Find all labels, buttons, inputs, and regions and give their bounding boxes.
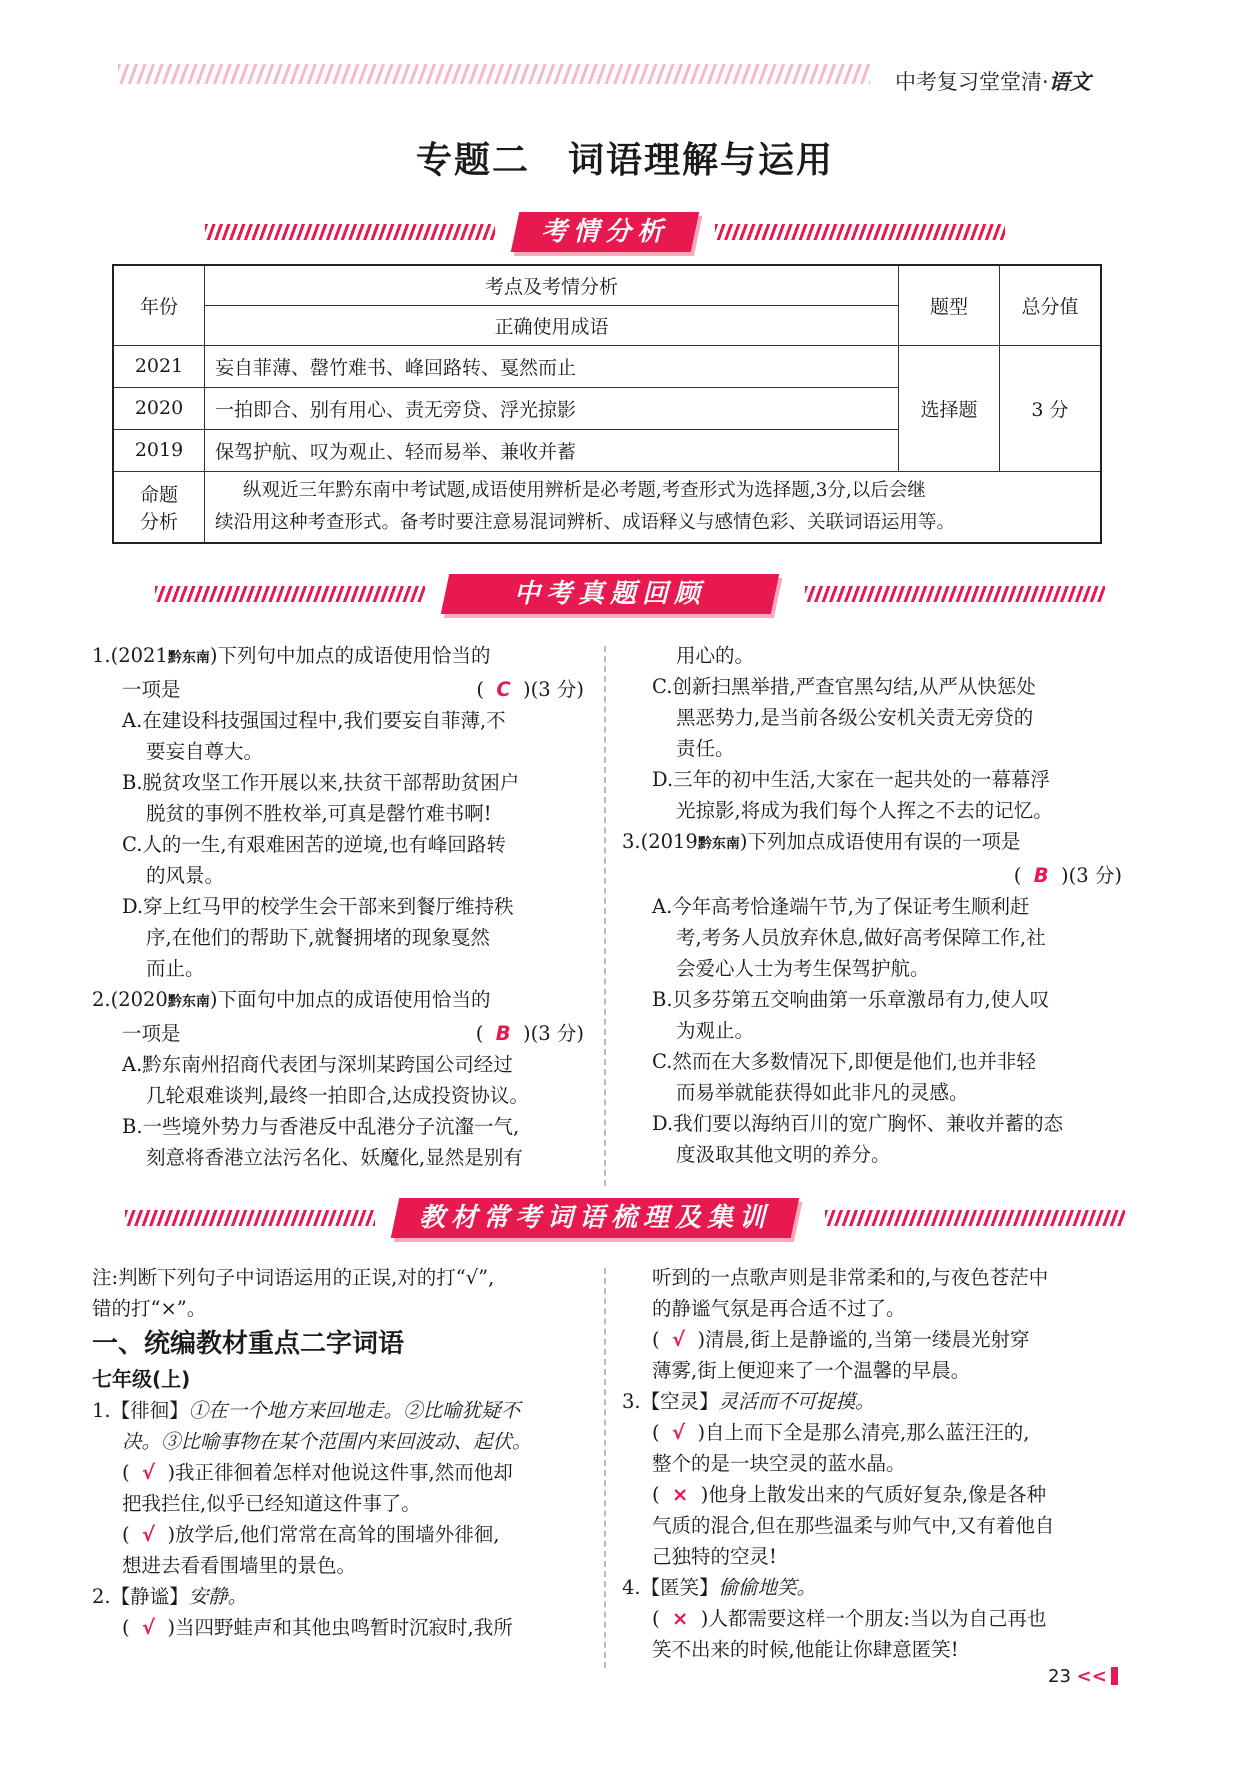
answer-mark: √ [142,1616,156,1639]
column-divider [604,1268,606,1668]
answer: B [495,1022,511,1045]
analysis-table [112,264,1102,544]
banner-practice: 教材常考词语梳理及集训 [205,1198,1005,1238]
col-score: 总分值 [1000,265,1102,345]
option: D.我们要以海纳百川的宽广胸怀、兼收并蓄的态 [652,1112,1064,1135]
practice-left-column: 注:判断下列句子中词语运用的正误,对的打“√”, 错的打“×”。 一、统编教材重点二字词语 七年级(上) 1.【徘徊】①在一个地方来回地走。②比喻犹疑不 决。③比喻事物在某个范围内来回波动、起伏。 ( √ )我正徘徊着怎样对他说这件事,然而他却 把我拦住,似乎已经知道这件事了。 ( √ )放学后,他们常常在高耸的围墙外徘徊, 想进去看看围墙里的景色。 2.【静谧】安静。 ( √ )当四野蛙声和其他虫鸣暂时沉寂时,我所 [92,1262,592,1643]
word-entry: 2.【静谧】安静。 [92,1585,248,1608]
review-left-column: 1.(2021黔东南)下列句中加点的成语使用恰当的 一项是 ( C )(3 分) A.在建设科技强国过程中,我们要妄自菲薄,不 要妄自尊大。 B.脱贫攻坚工作开展以来,扶贫干部帮助贫困户 脱贫的事例不胜枚举,可真是罄竹难书啊! C.人的一生,有艰难困苦的逆境,也有峰回路转 的风景。 D.穿上红马甲的校学生会干部来到餐厅维持秩 序,在他们的帮助下,就餐拥堵的现象戛然 而止。 2.(2020黔东南)下面句中加点的成语使用恰当的 一项是 ( B )(3 分) A.黔东南州招商代表团与深圳某跨国公司经过 几轮艰难谈判,最终一拍即合,达成投资协议。 B.一些境外势力与香港反中乱港分子沆瀣一气, 刻意将香港立法污名化、妖魔化,显然是别有 [92,640,592,1173]
page-number: 23 << [1048,1666,1118,1687]
type-value: 选择题 [899,345,1000,471]
row-year: 2019 [113,429,205,471]
answer-mark: √ [672,1328,686,1351]
word-entry: 3.【空灵】灵活而不可捉摸。 [622,1390,875,1413]
option: B.贝多芬第五交响曲第一乐章激昂有力,使人叹 [652,988,1050,1011]
word-entry: 1.【徘徊】①在一个地方来回地走。②比喻犹疑不 [92,1399,521,1422]
row-content: 妄自菲薄、罄竹难书、峰回路转、戛然而止 [205,345,899,387]
answer-mark: √ [142,1461,156,1484]
banner-analysis: 考情分析 [205,212,1005,252]
analysis-text: 纵观近三年黔东南中考试题,成语使用辨析是必考题,考查形式为选择题,3分,以后会继 续沿用这种考查形式。备考时要注意易混词辨析、成语释义与感情色彩、关联词语运用等。 [205,471,1102,543]
col-points: 考点及考情分析 [205,265,899,305]
row-year: 2021 [113,345,205,387]
option: B.一些境外势力与香港反中乱港分子沆瀣一气, [122,1115,520,1138]
question-2: 2.(2020黔东南)下面句中加点的成语使用恰当的 [92,988,491,1011]
question-1: 1.(2021黔东南)下列句中加点的成语使用恰当的 [92,644,491,667]
banner-review: 中考真题回顾 [205,574,1005,614]
answer-mark: √ [142,1523,156,1546]
option: C.人的一生,有艰难困苦的逆境,也有峰回路转 [122,833,506,856]
option: A.今年高考恰逢端午节,为了保证考生顺利赶 [652,895,1030,918]
score-value: 3 分 [1000,345,1102,471]
col-subpoint: 正确使用成语 [205,305,899,345]
answer-mark: √ [672,1421,686,1444]
analysis-label: 命题 分析 [113,471,205,543]
option: D.三年的初中生活,大家在一起共处的一幕幕浮 [652,768,1050,791]
row-year: 2020 [113,387,205,429]
question-3: 3.(2019黔东南)下列加点成语使用有误的一项是 [622,830,1021,853]
col-type: 题型 [899,265,1000,345]
answer: B [1033,864,1049,887]
word-entry: 4.【匿笑】偷偷地笑。 [622,1576,817,1599]
page-marker-bar [1111,1667,1118,1685]
answer-mark: × [672,1483,689,1506]
row-content: 一拍即合、别有用心、责无旁贷、浮光掠影 [205,387,899,429]
column-divider [604,646,606,1186]
section-heading: 一、统编教材重点二字词语 [92,1329,405,1359]
page-title: 专题二 词语理解与运用 [415,139,834,181]
chevron-left-icon: << [1076,1666,1107,1687]
header-title: 中考复习堂堂清·语文 [895,69,1091,94]
header-stripe [118,64,870,84]
review-right-column: 用心的。 C.创新扫黑举措,严查官黑勾结,从严从快惩处 黑恶势力,是当前各级公安机关责无旁贷的 责任。 D.三年的初中生活,大家在一起共处的一幕幕浮 光掠影,将成为我们每个人挥之不去的记忆。 3.(2019黔东南)下列加点成语使用有误的一项是 ( B )(3 分) A.今年高考恰逢端午节,为了保证考生顺利赶 考,考务人员放弃休息,做好高考保障工作,社 会爱心人士为考生保驾护航。 B.贝多芬第五交响曲第一乐章激昂有力,使人叹 为观止。 C.然而在大多数情况下,即便是他们,也并非轻 而易举就能获得如此非凡的灵感。 D.我们要以海纳百川的宽广胸怀、兼收并蓄的态 度汲取其他文明的养分。 [622,640,1142,1170]
option: C.创新扫黑举措,严查官黑勾结,从严从快惩处 [652,675,1036,698]
answer: C [496,678,511,701]
practice-right-column: 听到的一点歌声则是非常柔和的,与夜色苍茫中 的静谧气氛是再合适不过了。 ( √ )清晨,街上是静谧的,当第一缕晨光射穿 薄雾,街上便迎来了一个温馨的早晨。 3.【空灵】灵活而不可捉摸。 ( √ )自上而下全是那么清亮,那么蓝汪汪的, 整个的是一块空灵的蓝水晶。 ( × )他身上散发出来的气质好复杂,像是各种 气质的混合,但在那些温柔与帅气中,又有着他自 己独特的空灵! 4.【匿笑】偷偷地笑。 ( × )人都需要这样一个朋友:当以为自己再也 笑不出来的时候,他能让你肆意匿笑! [622,1262,1142,1665]
col-year: 年份 [113,265,205,345]
option: A.黔东南州招商代表团与深圳某跨国公司经过 [122,1053,513,1076]
grade-heading: 七年级(上) [92,1367,191,1391]
note: 注:判断下列句子中词语运用的正误,对的打“√”, [92,1266,495,1289]
option: B.脱贫攻坚工作开展以来,扶贫干部帮助贫困户 [122,771,520,794]
row-content: 保驾护航、叹为观止、轻而易举、兼收并蓄 [205,429,899,471]
option: C.然而在大多数情况下,即便是他们,也并非轻 [652,1050,1036,1073]
answer-mark: × [672,1607,689,1630]
option: A.在建设科技强国过程中,我们要妄自菲薄,不 [122,709,506,732]
option: D.穿上红马甲的校学生会干部来到餐厅维持秩 [122,895,514,918]
